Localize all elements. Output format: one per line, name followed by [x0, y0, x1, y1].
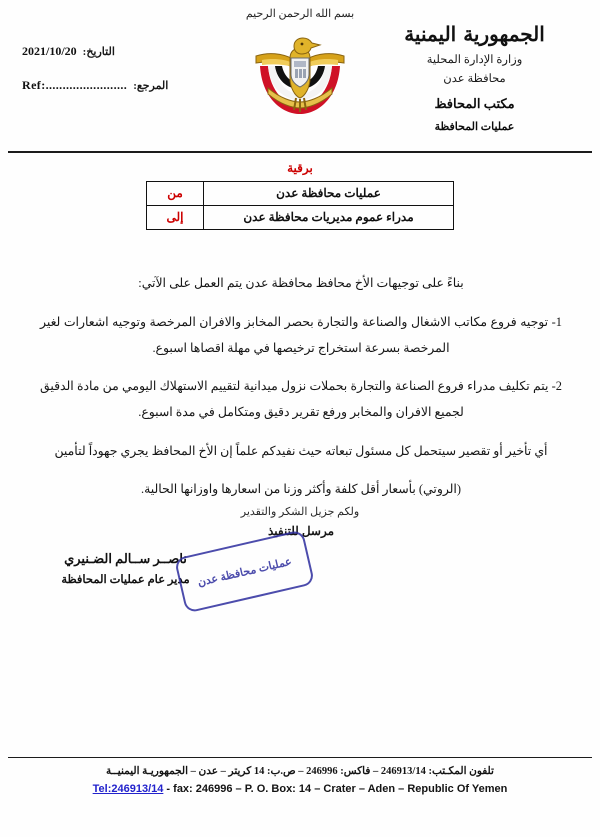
document-footer: [0, 765, 600, 795]
signer-name: ناصــر ســالم الضـنيري: [64, 551, 187, 566]
footer-english-rest: - fax: 246996 – P. O. Box: 14 – Crater – Aden – Republic Of Yemen: [163, 783, 508, 795]
reference-row: [22, 78, 237, 93]
reference-value: Ref:........................: [22, 78, 128, 92]
country-name: الجمهورية اليمنية: [404, 22, 545, 46]
from-label: من: [147, 182, 204, 206]
department-name: عمليات المحافظة: [434, 121, 515, 133]
document-meta: [22, 44, 237, 112]
ministry-name: وزارة الإدارة المحلية: [426, 54, 523, 66]
footer-divider: [8, 757, 592, 758]
signer-block: [18, 551, 233, 586]
date-row: [22, 44, 237, 59]
body-intro: بناءً على توجيهات الأخ محافظ محافظة عدن يتم العمل على الآتي:: [138, 276, 464, 291]
telegram-title: برقية: [287, 161, 313, 175]
from-value: عمليات محافظة عدن: [204, 182, 454, 206]
ministry-block: [367, 22, 582, 133]
table-row: [147, 182, 454, 206]
table-row: [147, 206, 454, 230]
to-value: مدراء عموم مديريات محافظة عدن: [204, 206, 454, 230]
dispatch-note: مرسل للتنفيذ: [267, 523, 335, 538]
header-divider: [8, 151, 592, 153]
yemen-eagle-emblem: [252, 26, 348, 122]
signer-role: مدير عام عمليات المحافظة: [61, 574, 190, 586]
footer-arabic: تلفون المكـتب: 246913/14 – فاكس: 246996 – ص.ب: 14 كريتر – عدن – الجمهوريـة اليمنيــة: [106, 766, 494, 777]
telephone-link[interactable]: Tel:246913/14: [92, 783, 164, 795]
closing-salutation: ولكم جزيل الشكر والتقدير: [240, 506, 360, 518]
reference-label: المرجع:: [133, 80, 169, 92]
date-value: 2021/10/20: [22, 44, 77, 58]
governorate-name: محافظة عدن: [443, 73, 506, 85]
stamp-text: عمليات محافظة عدن: [196, 555, 293, 589]
body-item-2: 2- يتم تكليف مدراء فروع الصناعة والتجارة بحملات نزول ميدانية لتقييم الاستهلاك اليومي من مادة الدقيق لجميع الافران والمخابر ورفع تقرير دقيق ومتكامل في مدة اسبوع.: [40, 379, 562, 420]
office-name: مكتب المحافظ: [434, 96, 515, 111]
document-header: [0, 0, 600, 152]
date-label: التاريخ:: [82, 46, 115, 58]
body-item-1: 1- توجيه فروع مكاتب الاشغال والصناعة والتجارة بحصر المخابز والافران المرخصة وتوجيه اشعارات لغير المرخصة بسرعة استخراج ترخيصها في مهلة اقصاها اسبوع.: [40, 314, 562, 355]
body-tail-2: (الروتي) بأسعار أقل كلفة وأكثر وزنا من اسعارها واوزانها الحالية.: [141, 481, 461, 496]
to-label: إلى: [147, 206, 204, 230]
footer-english: [0, 783, 600, 795]
body-tail-1: أي تأخير أو تقصير سيتحمل كل مسئول تبعاته حيث نفيدكم علماً إن الأخ المحافظ يجري جهوداً لتأمين: [54, 443, 548, 458]
basmala-text: بسم الله الرحمن الرحيم: [245, 8, 355, 20]
telegram-table: [146, 181, 454, 230]
